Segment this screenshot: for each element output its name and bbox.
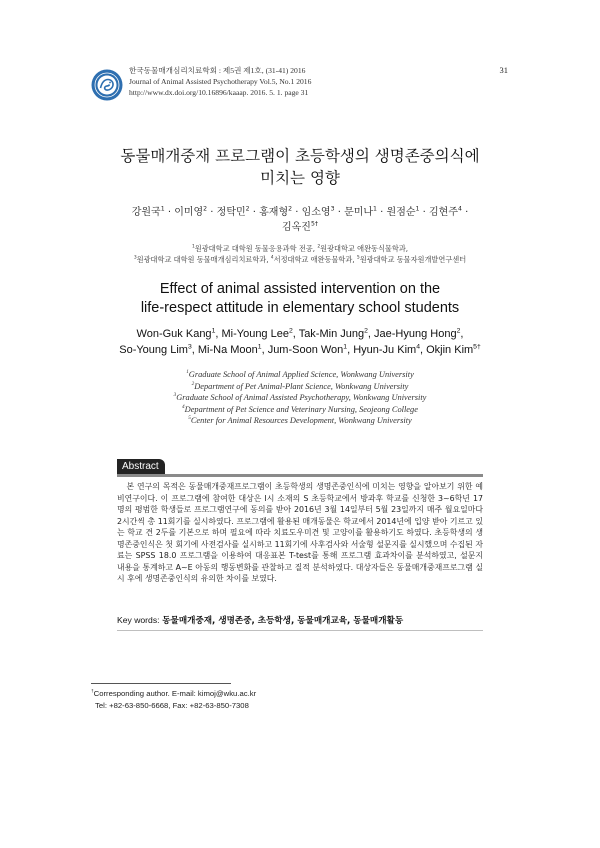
footnote — [91, 688, 256, 711]
abstract-label: Abstract — [117, 459, 165, 474]
author-ko-5: 임소영$^3$ — [301, 205, 335, 218]
author-en-5: So-Young Lim$^3$ — [119, 343, 192, 356]
author-ko-9: 김옥진$^{5\dagger}$ — [281, 220, 318, 233]
affiliations-ko-line1: $^1$원광대학교 대학원 동물응용과학 전공, $^2$원광대학교 애완동식물학과, — [191, 244, 409, 253]
author-en-9: Okjin Kim$^{5\dagger}$ — [426, 343, 481, 356]
affiliation-en-4: $^4$Department of Pet Science and Veterinary Nursing, Seojeong College — [182, 403, 418, 414]
doi-link[interactable]: http://www.dx.doi.org/10.16896/kaaap. 2016. 5. 1. page 31 — [129, 88, 309, 97]
keywords — [117, 614, 483, 626]
authors-ko-line2 — [70, 220, 530, 235]
footnote-phone: Tel: +82-63-850-6668, Fax: +82-63-850-7308 — [95, 700, 249, 710]
journal-name-en: Journal of Animal Assisted Psychotherapy Vol.5, No.1 2016 — [129, 77, 312, 86]
title-en-line2: life-respect attitude in elementary school students — [140, 300, 460, 316]
abstract-top-rule — [117, 474, 483, 477]
authors-ko — [70, 205, 530, 235]
page-number: 31 — [499, 65, 508, 75]
author-en-7: Jum-Soon Won$^1$ — [267, 343, 348, 356]
author-en-2: Mi-Young Lee$^2$ — [221, 327, 293, 340]
author-ko-4: 홍재형$^2$ — [259, 205, 293, 218]
affiliations-ko-line2: $^3$원광대학교 대학원 동물매개심리치료학과, $^4$서정대학교 애완동물학과, $^5$원광대학교 동물자원개발연구센터 — [133, 255, 467, 264]
title-ko-line2: 미치는 영향 — [260, 169, 340, 187]
abstract-text: 본 연구의 목적은 동물매개중재프로그램이 초등학생의 생명존중인식에 미치는 영향을 알아보기 위한 예비연구이다. 이 프로그램에 참여한 대상은 I시 소재의 S 초등학교에서 방과후 학교를 신청한 3~6학년 17명의 평범한 학생들로 프로그램연구에 동의를 받아 2016년 3월 14일부터 5월 23일까지 매주 월요일마다 2시간씩 총 11회기를 실시하였다. 프로그램에 활용된 매개동물은 학교에서 2014년에 입양 받아 기르고 있는 학교 견 2두를 기본으로 하며 필요에 따라 치료도우미견 및 고양이를 활용하기도 하였다. 초등학생의 생명존중인식은 첫 회기에 사전검사를 실시하고 11회기에 사후검사와 서술형 설문지를 실시했으며 수집된 자료는 SPSS 18.0 프로그램을 이용하여 대응표본 T-test를 통해 프로그램 효과차이를 분석하였고, 설문지 내용을 통계하고 A~E 아동의 행동변화를 관찰하고 질적 분석하였다. 대상자들은 동물매개중재프로그램 실시 후에 생명존중인식의 유의한 차이를 보였다. — [117, 482, 483, 584]
keywords-label: Key words: — [117, 615, 160, 625]
author-en-1: Won-Guk Kang$^1$ — [136, 327, 216, 340]
author-en-8: Hyun-Ju Kim$^4$ — [353, 343, 420, 356]
affiliation-en-1: $^1$Graduate School of Animal Applied Science, Wonkwang University — [186, 369, 414, 379]
abstract-body — [117, 481, 483, 585]
society-logo-icon — [91, 69, 123, 101]
paper-title-ko — [60, 145, 540, 189]
paper-title-en — [60, 280, 540, 318]
author-en-4: Jae-Hyung Hong$^2$ — [374, 327, 461, 340]
author-ko-8: 김현주$^4$ — [429, 205, 462, 218]
authors-en-line1: Won-Guk Kang$^1$, Mi-Young Lee$^2$, Tak-Min Jung$^2$, Jae-Hyung Hong$^2$, — [136, 327, 464, 340]
affiliation-en-5: $^5$Center for Animal Resources Development, Wonkwang University — [188, 415, 412, 426]
authors-en-line2: So-Young Lim$^3$, Mi-Na Moon$^1$, Jum-Soon Won$^1$, Hyun-Ju Kim$^4$, Okjin Kim$^{5\dagger}$ — [119, 343, 481, 356]
affiliations-ko — [50, 243, 550, 265]
author-ko-7: 원점순$^1$ — [386, 205, 420, 218]
author-ko-2: 이미영$^2$ — [174, 205, 208, 218]
authors-ko-line1: 강원국$^1$ · 이미영$^2$ · 정탁민$^2$ · 홍재형$^2$ · 임소영$^3$ · 문미나$^1$ · 원점순$^1$ · 김현주$^4$ · — [131, 205, 469, 218]
affiliation-en-2: $^2$Department of Pet Animal-Plant Science, Wonkwang University — [191, 380, 409, 391]
footnote-author-email: †Corresponding author. E-mail: kimoj@wku.ac.kr — [91, 689, 257, 698]
author-ko-3: 정탁민$^2$ — [216, 205, 250, 218]
journal-header — [129, 65, 311, 98]
author-ko-6: 문미나$^1$ — [344, 205, 377, 218]
affiliations-en — [60, 369, 540, 427]
authors-en — [60, 326, 540, 358]
author-en-6: Mi-Na Moon$^1$ — [197, 343, 262, 356]
author-ko-1: 강원국$^1$ — [131, 205, 165, 218]
affiliation-en-3: $^3$Graduate School of Animal Assisted Psychotherapy, Wonkwang University — [173, 392, 427, 403]
keywords-values: 동물매개중재, 생명존중, 초등학생, 동물매개교육, 동물매개활동 — [162, 616, 404, 626]
author-en-3: Tak-Min Jung$^2$ — [298, 327, 368, 340]
footnote-rule — [91, 683, 231, 684]
title-ko-line1: 동물매개중재 프로그램이 초등학생의 생명존중의식에 — [120, 147, 480, 165]
abstract-bottom-rule — [117, 630, 483, 631]
title-en-line1: Effect of animal assisted intervention on the — [159, 281, 441, 297]
journal-name-ko: 한국동물매개심리치료학회 : 제5권 제1호, (31-41) 2016 — [129, 66, 306, 75]
